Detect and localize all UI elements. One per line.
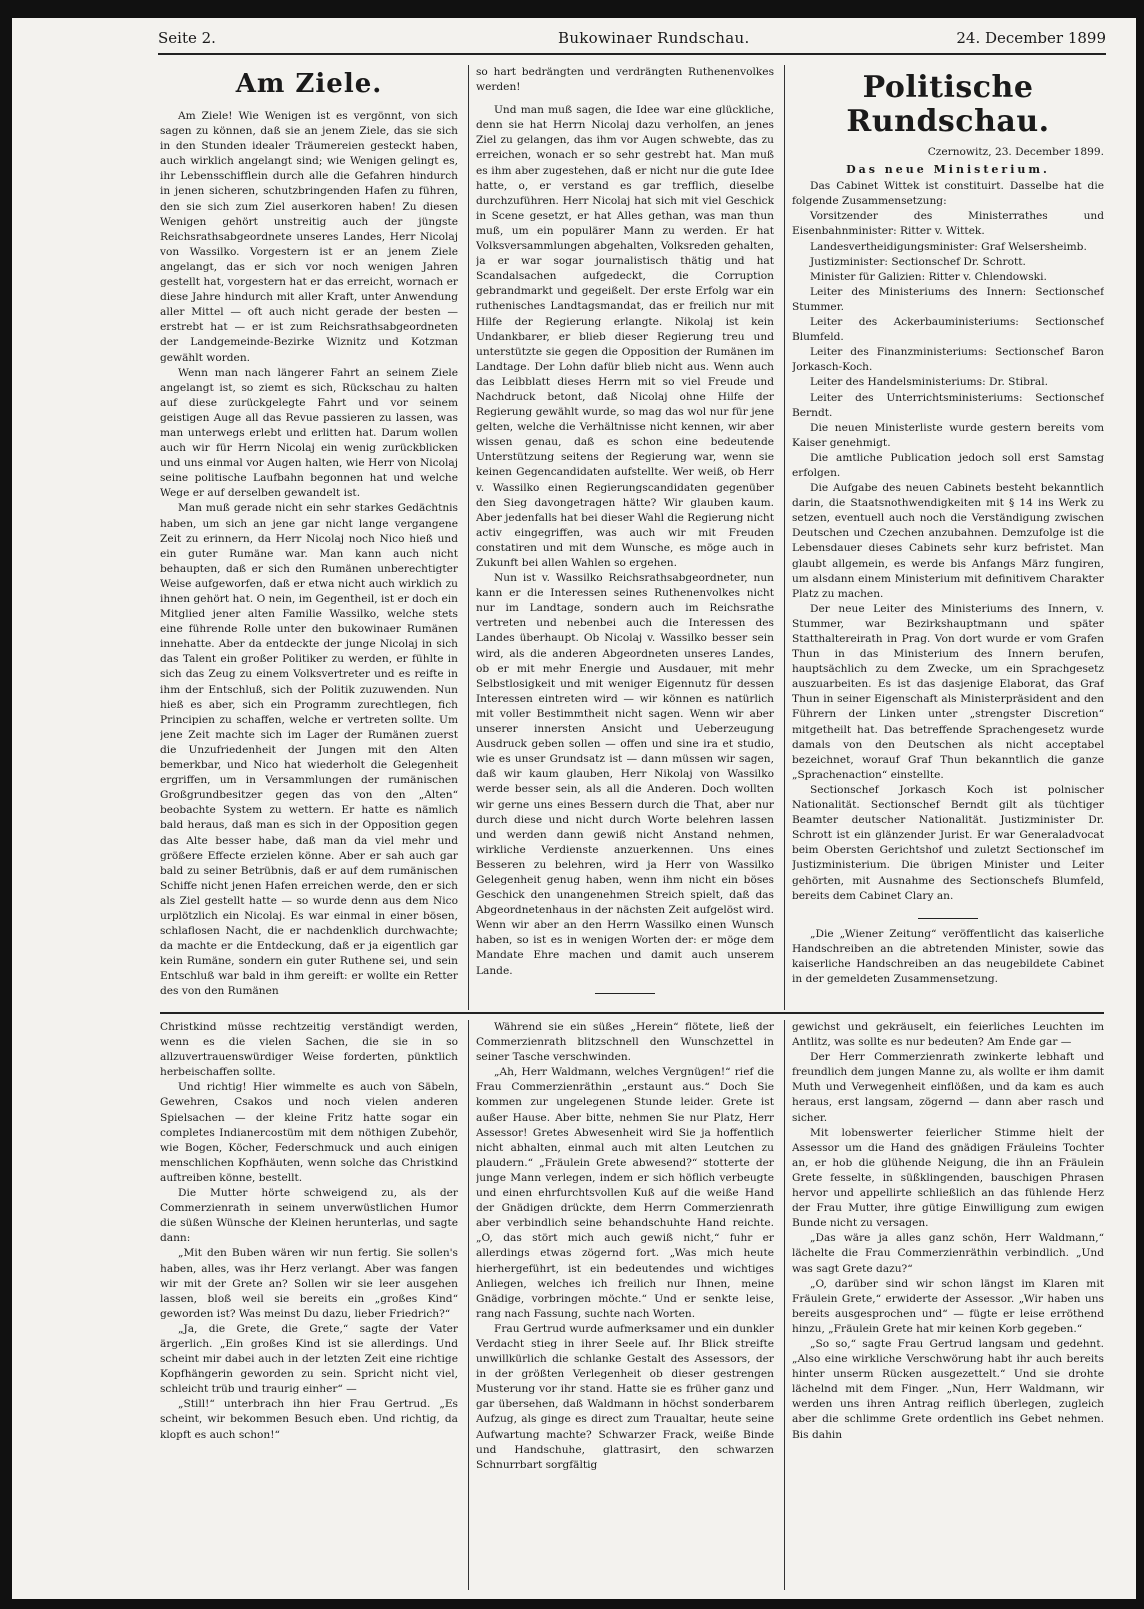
paragraph: Sectionschef Jorkasch Koch ist polnischer Nationalität. Sectionschef Berndt gilt als tüchtiger Beamter deutscher Nationalität. Justizminister Dr. Schrott ist ein glänzender Jurist. Er war Generaladvocat beim Obersten Gerichtshof und zuletzt Sectionschef im Justizministerium. Die übrigen Minister und Leiter gehörten, mit Ausnahme des Sectionschefs Blumfeld, bereits dem Cabinet Clary an.: [792, 783, 1104, 902]
scan-border-bottom: [0, 1599, 1144, 1609]
section-title: Politische Rundschau.: [846, 70, 1050, 139]
paragraph: Frau Gertrud wurde aufmerksamer und ein dunkler Verdacht stieg in ihrer Seele auf. Ihr Blick streifte unwillkürlich die schlanke Gestalt des Assessors, der in der größten Verlegenheit ob dieser gestrengen Musterung vor ihr stand. Hatte sie es früher ganz und gar übersehen, daß Waldmann in höchst sonderbarem Aufzug, als ginge es direct zum Traualtar, heute seine Aufwartung machte? Schwarzer Frack, weiße Binde und Handschuhe, glattrasirt, den schwarzen Schnurrbart sorgfältig: [476, 1322, 774, 1471]
paragraph: Und richtig! Hier wimmelte es auch von Säbeln, Gewehren, Csakos und noch vielen anderen Spielsachen — der kleine Fritz hatte sogar ein completes Indianercostüm mit dem nöthigen Zubehör, wie Bogen, Köcher, Federschmuck und auch einigen menschlichen Kopfhäuten, wenn solche das Christkind auftreiben könne, bestellt.: [160, 1081, 458, 1184]
paragraph: Die Aufgabe des neuen Cabinets besteht bekanntlich darin, die Staatsnothwendigkeiten mit § 14 ins Werk zu setzen, eventuell auch noch die Verständigung zwischen Deutschen und Czechen anzubahnen. Demzufolge ist die Lebensdauer dieses Cabinets sehr kurz befristet. Man glaubt allgemein, es werde bis Anfangs März fungiren, um alsdann einem Ministerium mit definitivem Charakter Platz zu machen.: [792, 482, 1104, 600]
scan-border-right: [1136, 0, 1144, 1609]
paragraph: „O, darüber sind wir schon längst im Klaren mit Fräulein Grete,“ erwiderte der Assessor. „Wir haben uns bereits ausgesprochen und“ — fügte er leise erröthend hinzu, „Fräulein Grete hat mir keinen Korb gegeben.“: [792, 1277, 1104, 1335]
paragraph: „Ja, die Grete, die Grete,“ sagte der Vater ärgerlich. „Ein großes Kind ist sie allerdings. Und scheint mir dabei auch in der letzten Zeit eine richtige Kopfhängerin geworden zu sein. Spricht nicht viel, schleicht trüb und traurig einher“ —: [160, 1322, 458, 1396]
paragraph: Am Ziele! Wie Wenigen ist es vergönnt, von sich sagen zu können, daß sie an jenem Ziele, das sie sich in den Stunden idealer Träumereien gesteckt haben, auch wirklich angelangt sind; wie Wenigen gelingt es, ihr Lebensschifflein durch alle die Gefahren hindurch in jenen sicheren, schutzbringenden Hafen zu führen, den sie sich zum Ziel auserkoren haben! Zu diesen Wenigen gehört unstreitig auch der jüngste Reichsrathsabgeordnete unseres Landes, Herr Nicolaj von Wassilko. Vorgestern ist er an jenem Ziele angelangt, das er sich vor noch wenigen Jahren gestellt hat, vorgestern hat er das erreicht, wornach er diese Jahre hindurch mit aller Kraft, unter Anwendung aller Mittel — oft auch nicht gerade der besten — erstrebt hat — er ist zum Reichsrathsabgeordneten der Landgemeinde-Bezirke Wiznitz und Kotzman gewählt worden.: [160, 110, 458, 364]
article-end-rule: [595, 993, 655, 994]
paragraph: Mit lobenswerter feierlicher Stimme hielt der Assessor um die Hand des gnädigen Fräuleins Tochter an, er hob die glühende Neigung, die ihn an Fräulein Grete fesselte, in süßklingenden, bauschigen Phrasen hervor und appellirte schließlich an das fühlende Herz der Frau Mutter, ihre gütige Einwilligung zum ewigen Bunde nicht zu versagen.: [792, 1126, 1104, 1230]
issue-date: 24. December 1899: [956, 29, 1106, 47]
newspaper-name: Bukowinaer Rundschau.: [558, 29, 750, 47]
paragraph: Leiter des Ministeriums des Innern: Sectionschef Stummer.: [792, 285, 1104, 313]
scan-border-left: [0, 0, 12, 1609]
paragraph: Und man muß sagen, die Idee war eine glückliche, denn sie hat Herrn Nicolaj dazu verholfen, an jenes Ziel zu gelangen, das ihm vor Augen schwebte, das zu erreichen, wonach er so sehr gestrebt hat. Man muß es ihm aber zugestehen, daß er nicht nur die gute Idee hatte, o, er verstand es gar trefflich, dieselbe durchzuführen. Herr Nicolaj hat sich mit viel Geschick in Scene gesetzt, er hat Alles gethan, was man thun muß, um ein populärer Mann zu werden. Er hat Volksversammlungen abgehalten, Volksreden gehalten, ja er war sogar journalistisch thätig und hat Scandalsachen aufgedeckt, die Corruption gebrandmarkt und gegeißelt. Der erste Erfolg war ein ruthenisches Landtagsmandat, das er freilich nur mit Hilfe der Regierung erlangte. Nikolaj ist kein Undankbarer, er blieb dieser Regierung treu und unterstützte sie gegen die Opposition der Rumänen im Landtage. Der Lohn dafür blieb nicht aus. Wenn auch das Leibblatt dieses Herrn mit so viel Freude und Nachdruck betont, daß Nicolaj ohne Hilfe der Regierung gewählt wurde, so mag das wol nur für jene gelten, welche die Verhältnisse nicht kennen, wir aber wissen genau, daß es schon eine bedeutende Unterstützung seitens der Regierung war, wenn sie keinen Gegencandidaten aufstellte. Wer weiß, ob Herr v. Wassilko einen Regierungscandidaten gegenüber den Sieg davongetragen hätte? Wir glauben kaum. Aber jedenfalls hat bei dieser Wahl die Regierung nicht activ eingegriffen, was auch wir mit Freuden constatiren und mit dem Wunsche, es möge auch in Zukunft bei allen Wahlen so ergehen.: [476, 104, 774, 569]
feuilleton-column-2: [476, 1020, 774, 1590]
article-am-ziele-continued: [476, 65, 774, 1010]
paragraph: Man muß gerade nicht ein sehr starkes Gedächtnis haben, um sich an jene gar nicht lange vergangene Zeit zu erinnern, da Herr Nicolaj noch Nico hieß und ein guter Rumäne war. Man kann auch nicht behaupten, daß er sich den Rumänen unberechtigter Weise aufgeworfen, daß er etwa nicht auch wirklich zu ihnen gehört hat. O nein, im Gegentheil, ist er doch ein Mitglied jener alten Familie Wassilko, welche stets eine führende Rolle unter den bukowinaer Rumänen innehatte. Aber da entdeckte der junge Nicolaj in sich das Talent ein großer Politiker zu werden, er fühlte in sich das Zeug zu einem Volksvertreter und es reifte in ihm der Entschluß, sich der Politik zuzuwenden. Nun hieß es aber, sich ein Programm zurechtlegen, fich Principien zu schaffen, welche er vertreten sollte. Um jene Zeit machte sich im Lager der Rumänen zuerst die Unzufriedenheit der Jungen mit den Alten bemerkbar, und Nico hat wiederholt die Gelegenheit ergriffen, um in Versammlungen der rumänischen Großgrundbesitzer gegen das von den „Alten“ beobachte System zu wettern. Er hatte es nämlich bald heraus, daß man es sich in der Opposition gegen das Alte besser habe, daß man da viel mehr und größere Effecte erzielen könne. Aber er sah auch gar bald zu seiner Betrübnis, daß er auf dem rumänischen Schiffe nicht jenen Hafen erreichen werde, den er sich als Ziel gestellt hatte — so wurde denn aus dem Nico urplötzlich ein Nicolaj. Es war einmal in einer bösen, schlaflosen Nacht, die er nachdenklich durchwachte; da machte er die Entdeckung, daß er ja eigentlich gar kein Rumäne, sondern ein guter Ruthene sei, und sein Entschluß war bald in ihm gereift: er wollte ein Retter des von den Rumänen: [160, 502, 458, 998]
paragraph: „Still!“ unterbrach ihn hier Frau Gertrud. „Es scheint, wir bekommen Besuch eben. Und richtig, da klopft es auch schon!“: [160, 1398, 458, 1441]
paragraph: „Das wäre ja alles ganz schön, Herr Waldmann,“ lächelte die Frau Commerzienräthin verbindlich. „Und was sagt Grete dazu?“: [792, 1232, 1104, 1275]
column-rule: [468, 65, 469, 1010]
paragraph: Justizminister: Sectionschef Dr. Schrott.: [810, 255, 1026, 268]
column-rule: [784, 1020, 785, 1590]
paragraph: Landesvertheidigungsminister: Graf Welsersheimb.: [810, 240, 1087, 253]
feuilleton-rule: [160, 1012, 1104, 1014]
paragraph: so hart bedrängten und verdrängten Ruthenenvolkes werden!: [476, 66, 774, 94]
article-end-rule: [918, 918, 978, 919]
feuilleton-column-3: [792, 1020, 1104, 1590]
paragraph: Die neuen Ministerliste wurde gestern bereits vom Kaiser genehmigt.: [792, 421, 1104, 449]
paragraph: Minister für Galizien: Ritter v. Chlendowski.: [810, 270, 1047, 283]
paragraph: „So so,“ sagte Frau Gertrud langsam und gedehnt. „Also eine wirkliche Verschwörung habt ihr auch bereits hinter unserm Rücken ausgezettelt.“ Und sie drohte lächelnd mit dem Finger. „Nun, Herr Waldmann, wir werden uns ihren Antrag reiflich überlegen, zugleich aber die schlimme Grete ordentlich ins Gebet nehmen. Bis dahin: [792, 1337, 1104, 1441]
paragraph: Die amtliche Publication jedoch soll erst Samstag erfolgen.: [792, 451, 1104, 479]
subheading: Das neue Ministerium.: [846, 163, 1050, 177]
column-rule: [468, 1020, 469, 1590]
paragraph: Leiter des Handelsministeriums: Dr. Stibral.: [810, 376, 1049, 389]
article-am-ziele: [160, 65, 458, 1010]
page-header: [158, 25, 1106, 55]
paragraph: Während sie ein süßes „Herein“ flötete, ließ der Commerzienrath blitzschnell den Wunschzettel in seiner Tasche verschwinden.: [476, 1021, 774, 1064]
page-number: Seite 2.: [158, 29, 216, 47]
paragraph: Leiter des Unterrichtsministeriums: Sectionschef Berndt.: [792, 391, 1104, 419]
paragraph: Leiter des Ackerbauministeriums: Sectionschef Blumfeld.: [792, 316, 1104, 344]
paragraph: Leiter des Finanzministeriums: Sectionschef Baron Jorkasch-Koch.: [792, 346, 1104, 374]
paragraph: Das Cabinet Wittek ist constituirt. Dasselbe hat die folgende Zusammensetzung:: [792, 180, 1104, 208]
paragraph: Vorsitzender des Ministerrathes und Eisenbahnminister: Ritter v. Wittek.: [792, 210, 1104, 238]
column-rule: [784, 65, 785, 1010]
paragraph: Christkind müsse rechtzeitig verständigt werden, wenn es die vielen Sachen, die sie in so allzuvertrauenswürdiger Weise forderten, pünktlich herbeischaffen sollte.: [160, 1021, 458, 1079]
feuilleton-column-1: [160, 1020, 458, 1590]
paragraph: gewichst und gekräuselt, ein feierliches Leuchten im Antlitz, was sollte es nur bedeuten? Am Ende gar —: [792, 1021, 1104, 1049]
paragraph: Wenn man nach längerer Fahrt an seinem Ziele angelangt ist, so ziemt es sich, Rückschau zu halten auf diese zurückgelegte Fahrt und vor seinem geistigen Auge all das Revue passieren zu lassen, was man unterwegs erlebt und erlitten hat. Darum wollen auch wir für Herrn Nicolaj ein wenig zurückblicken und uns einmal vor Augen halten, wie Herr von Nicolaj seine politische Laufbahn begonnen hat und welche Wege er auf derselben gewandelt ist.: [160, 366, 458, 500]
paragraph: „Mit den Buben wären wir nun fertig. Sie sollen's haben, alles, was ihr Herz verlangt. Aber was fangen wir mit der Grete an? Sollen wir sie leer ausgehen lassen, bloß weil sie bereits ein „großes Kind“ geworden ist? Was meinst Du dazu, lieber Friedrich?“: [160, 1247, 458, 1320]
paragraph: Nun ist v. Wassilko Reichsrathsabgeordneter, nun kann er die Interessen seines Ruthenenvolkes nicht nur im Landtage, sondern auch im Reichsrathe vertreten und nebenbei auch die Interessen des Landes überhaupt. Ob Nicolaj v. Wassilko besser sein wird, als die anderen Abgeordneten unseres Landes, ob er mit mehr Energie und Ausdauer, mit mehr Selbstlosigkeit und mit weniger Eigennutz für dessen Interessen eintreten wird — wir können es natürlich mit voller Bestimmtheit nicht sagen. Wenn wir aber unserer innersten Ansicht und Ueberzeugung Ausdruck geben sollen — offen und sine ira et studio, wie es unser Grundsatz ist — dann müssen wir sagen, daß wir kaum glauben, Herr Nikolaj von Wassilko werde besser sein, als all die Anderen. Doch wollten wir gerne uns eines Bessern durch die That, aber nur durch diese und nicht durch Worte belehren lassen und werden dann gewiß nicht Anstand nehmen, wirkliche Verdienste anzuerkennen. Uns eines Besseren zu belehren, wird ja Herr von Wassilko Gelegenheit genug haben, wenn ihm nicht ein böses Geschick den unangenehmen Streich spielt, daß das Abgeordnetenhaus in der nächsten Zeit aufgelöst wird. Wenn wir aber an den Herrn Wassilko einen Wunsch haben, so ist es in wenigen Worten der: er möge dem Mandate Ehre machen und damit auch unserem Lande.: [476, 572, 774, 977]
paragraph: Die Mutter hörte schweigend zu, als der Commerzienrath in seinem unverwüstlichen Humor die süßen Wünsche der Kleinen herunterlas, und sagte dann:: [160, 1187, 458, 1245]
section-politische-rundschau: [792, 65, 1104, 1010]
paragraph: Der neue Leiter des Ministeriums des Innern, v. Stummer, war Bezirkshauptmann und später Statthaltereirath in Prag. Von dort wurde er vom Grafen Thun in das Ministerium des Innern berufen, hauptsächlich zu dem Zwecke, um ein Sprachgesetz auszuarbeiten. Es ist das dasjenige Elaborat, das Graf Thun in seiner Eigenschaft als Ministerpräsident and den Führern der Linken unter „strengster Discretion“ mitgetheilt hat. Das betreffende Sprachengesetz wurde damals von den Deutschen als nicht acceptabel bezeichnet, worauf Graf Thun bekanntlich die ganze „Sprachenaction“ einstellte.: [792, 602, 1104, 781]
article-title: Am Ziele.: [235, 69, 383, 99]
paragraph: „Die „Wiener Zeitung“ veröffentlicht das kaiserliche Handschreiben an die abtretenden Minister, sowie das kaiserliche Handschreiben an das neugebildete Cabinet in der gemeldeten Zusammensetzung.: [792, 927, 1104, 985]
scan-border-top: [0, 0, 1144, 18]
paragraph: „Ah, Herr Waldmann, welches Vergnügen!“ rief die Frau Commerzienräthin „erstaunt aus.“ Doch Sie kommen zur ungelegenen Stunde leider. Grete ist außer Hause. Aber bitte, nehmen Sie nur Platz, Herr Assessor! Gretes Abwesenheit wird Sie ja hoffentlich nicht abhalten, einmal auch mit alten Leutchen zu plaudern.“ „Fräulein Grete abwesend?“ stotterte der junge Mann verlegen, indem er sich höflich verbeugte und einen ehrfurchtsvollen Kuß auf die weiße Hand der Gnädigen drückte, dem Herrn Commerzienrath aber verbindlich seine behandschuhte Hand reichte. „O, das stört mich auch gewiß nicht,“ fuhr er allerdings etwas zögernd fort. „Was mich heute hierhergeführt, ist ein bedeutendes und wichtiges Anliegen, welches ich freilich nur Ihnen, meine Gnädige, vorbringen möchte.“ Und er senkte leise, rang nach Fassung, suchte nach Worten.: [476, 1066, 774, 1320]
dateline: Czernowitz, 23. December 1899.: [927, 146, 1104, 158]
paragraph: Der Herr Commerzienrath zwinkerte lebhaft und freundlich dem jungen Manne zu, als wollte er ihm damit Muth und Verwegenheit einflößen, und da kam es auch heraus, erst langsam, zögernd — dann aber rasch und sicher.: [792, 1051, 1104, 1124]
